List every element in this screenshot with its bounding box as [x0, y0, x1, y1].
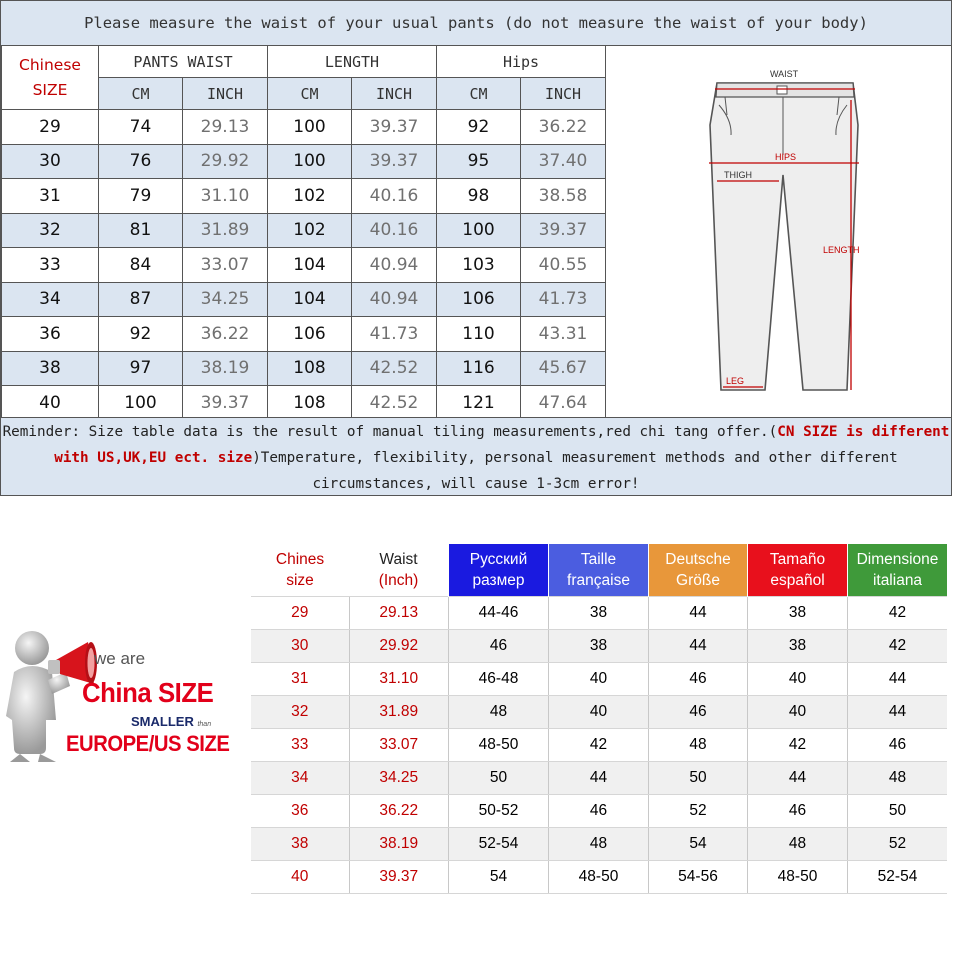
intl-header-2 [449, 544, 549, 597]
cm-cell: 79 [99, 179, 183, 214]
header-line1: Deutsche [665, 551, 731, 568]
inch-cell: 29.92 [183, 144, 268, 179]
intl-cell: 46 [848, 729, 948, 762]
cm-cell: 121 [437, 386, 521, 421]
size-cell: 34 [2, 282, 99, 317]
waist-label: WAIST [770, 69, 799, 79]
inch-cell: 31.89 [183, 213, 268, 248]
intl-cell: 48-50 [748, 861, 848, 894]
inch-cell: 38.58 [521, 179, 606, 214]
promo-smaller-word: SMALLER [131, 714, 194, 729]
cm-cell: 100 [437, 213, 521, 248]
intl-cell: 31.10 [349, 663, 449, 696]
size-row [2, 144, 606, 179]
inch-cell: 33.07 [183, 248, 268, 283]
intl-cell: 52-54 [848, 861, 948, 894]
intl-cell: 40 [549, 663, 649, 696]
promo-europe-us: EUROPE/US SIZE [66, 731, 230, 756]
size-cell: 36 [2, 317, 99, 352]
promo-smaller [131, 714, 211, 729]
intl-cell: 48 [748, 828, 848, 861]
international-size-table [251, 544, 947, 894]
intl-cell: 44 [649, 630, 748, 663]
inch-cell: 39.37 [183, 386, 268, 421]
intl-header-4 [649, 544, 748, 597]
header-line1: Русский [469, 551, 528, 568]
header-line1: Dimensione [856, 551, 939, 568]
intl-cell: 36.22 [349, 795, 449, 828]
sub-header: INCH [352, 78, 437, 110]
intl-cell: 30 [251, 630, 349, 663]
intl-cell: 44-46 [449, 597, 549, 630]
header-line2: size [286, 572, 314, 589]
intl-cell: 48 [449, 696, 549, 729]
size-table [1, 45, 606, 421]
size-row [2, 317, 606, 352]
intl-cell: 31 [251, 663, 349, 696]
intl-header-1 [349, 544, 449, 597]
header-line2: Größe [676, 572, 720, 589]
size-cell: 32 [2, 213, 99, 248]
intl-cell: 54 [449, 861, 549, 894]
group-header-waist: PANTS WAIST [99, 46, 268, 78]
intl-cell: 44 [549, 762, 649, 795]
intl-cell: 32 [251, 696, 349, 729]
size-row [2, 110, 606, 145]
inch-cell: 47.64 [521, 386, 606, 421]
intl-cell: 50-52 [449, 795, 549, 828]
intl-row [251, 795, 947, 828]
cm-cell: 108 [268, 351, 352, 386]
size-row [2, 179, 606, 214]
intl-cell: 40 [748, 663, 848, 696]
size-row [2, 213, 606, 248]
reminder-text [1, 417, 951, 495]
size-cell: 33 [2, 248, 99, 283]
intl-cell: 44 [748, 762, 848, 795]
inch-cell: 40.94 [352, 248, 437, 283]
intl-cell: 33.07 [349, 729, 449, 762]
intl-header-5 [748, 544, 848, 597]
intl-row [251, 696, 947, 729]
inch-cell: 31.10 [183, 179, 268, 214]
header-line2: italiana [872, 572, 923, 589]
header-line2: française [567, 572, 630, 589]
intl-cell: 46 [748, 795, 848, 828]
cm-cell: 92 [99, 317, 183, 352]
size-col-line1: Chinese [19, 55, 81, 74]
inch-cell: 36.22 [183, 317, 268, 352]
intl-cell: 48 [649, 729, 748, 762]
inch-cell: 45.67 [521, 351, 606, 386]
intl-cell: 40 [549, 696, 649, 729]
intl-cell: 48 [848, 762, 948, 795]
intl-cell: 42 [748, 729, 848, 762]
intl-cell: 33 [251, 729, 349, 762]
cm-cell: 108 [268, 386, 352, 421]
intl-cell: 42 [549, 729, 649, 762]
intl-cell: 52 [649, 795, 748, 828]
cm-cell: 97 [99, 351, 183, 386]
cm-cell: 103 [437, 248, 521, 283]
intl-cell: 50 [848, 795, 948, 828]
intl-row [251, 663, 947, 696]
cm-cell: 106 [268, 317, 352, 352]
reminder-pre: Reminder: Size table data is the result of manual tiling measurements,red chi tang offer.( [2, 424, 778, 440]
size-cell: 38 [2, 351, 99, 386]
inch-cell: 29.13 [183, 110, 268, 145]
inch-cell: 39.37 [352, 144, 437, 179]
intl-header-3 [549, 544, 649, 597]
cm-cell: 102 [268, 213, 352, 248]
intl-header-0 [251, 544, 349, 597]
size-cell: 30 [2, 144, 99, 179]
length-label: LENGTH [823, 245, 860, 255]
intl-cell: 44 [848, 696, 948, 729]
inch-cell: 40.16 [352, 213, 437, 248]
cm-cell: 100 [99, 386, 183, 421]
intl-cell: 42 [848, 597, 948, 630]
cm-cell: 100 [268, 144, 352, 179]
cm-cell: 74 [99, 110, 183, 145]
intl-cell: 42 [848, 630, 948, 663]
intl-cell: 38 [748, 630, 848, 663]
intl-cell: 50 [449, 762, 549, 795]
size-cell: 31 [2, 179, 99, 214]
size-col-header [2, 46, 99, 110]
china-size-promo [0, 620, 250, 770]
inch-cell: 38.19 [183, 351, 268, 386]
intl-cell: 46-48 [449, 663, 549, 696]
intl-cell: 39.37 [349, 861, 449, 894]
intl-cell: 34 [251, 762, 349, 795]
cm-cell: 98 [437, 179, 521, 214]
intl-row [251, 729, 947, 762]
cm-cell: 100 [268, 110, 352, 145]
inch-cell: 43.31 [521, 317, 606, 352]
intl-cell: 38.19 [349, 828, 449, 861]
cm-cell: 84 [99, 248, 183, 283]
intl-cell: 52-54 [449, 828, 549, 861]
cm-cell: 106 [437, 282, 521, 317]
intl-row [251, 630, 947, 663]
intl-cell: 52 [848, 828, 948, 861]
cm-cell: 92 [437, 110, 521, 145]
reminder-post: )Temperature, flexibility, personal measurement methods and other different circumstances, will cause 1-3cm error! [252, 450, 898, 492]
intl-cell: 38 [748, 597, 848, 630]
inch-cell: 39.37 [352, 110, 437, 145]
intl-cell: 48 [549, 828, 649, 861]
intl-row [251, 762, 947, 795]
size-row [2, 282, 606, 317]
intl-cell: 44 [848, 663, 948, 696]
header-line1: Taille [580, 551, 617, 568]
intl-header-6 [848, 544, 948, 597]
intl-cell: 29.13 [349, 597, 449, 630]
promo-china-word: China [82, 677, 152, 708]
size-cell: 29 [2, 110, 99, 145]
header-line2: размер [472, 572, 525, 589]
intl-cell: 34.25 [349, 762, 449, 795]
inch-cell: 34.25 [183, 282, 268, 317]
cm-cell: 102 [268, 179, 352, 214]
intl-cell: 38 [549, 630, 649, 663]
intl-cell: 40 [251, 861, 349, 894]
group-header-length: LENGTH [268, 46, 437, 78]
intl-cell: 29.92 [349, 630, 449, 663]
intl-cell: 48-50 [549, 861, 649, 894]
pants-measurement-diagram [607, 45, 951, 417]
cm-cell: 110 [437, 317, 521, 352]
intl-cell: 38 [251, 828, 349, 861]
header-line1: Tamaño [769, 551, 826, 568]
intl-cell: 46 [549, 795, 649, 828]
intl-cell: 48-50 [449, 729, 549, 762]
inch-cell: 36.22 [521, 110, 606, 145]
inch-cell: 42.52 [352, 386, 437, 421]
inch-cell: 41.73 [521, 282, 606, 317]
header-line1: Chines [275, 551, 325, 568]
cm-cell: 81 [99, 213, 183, 248]
header-line2: español [770, 572, 825, 589]
hips-label: HIPS [775, 152, 797, 162]
size-row [2, 248, 606, 283]
intl-cell: 40 [748, 696, 848, 729]
intl-cell: 44 [649, 597, 748, 630]
inch-cell: 37.40 [521, 144, 606, 179]
header-line2: (Inch) [378, 572, 419, 589]
sub-header: CM [437, 78, 521, 110]
intl-row [251, 597, 947, 630]
promo-china-size [82, 677, 213, 709]
intl-cell: 38 [549, 597, 649, 630]
promo-size-word: SIZE [157, 677, 214, 708]
sub-header: INCH [183, 78, 268, 110]
group-header-hips: Hips [437, 46, 606, 78]
inch-cell: 40.94 [352, 282, 437, 317]
intl-cell: 50 [649, 762, 748, 795]
intl-cell: 36 [251, 795, 349, 828]
inch-cell: 40.16 [352, 179, 437, 214]
intl-row [251, 861, 947, 894]
promo-we-are: we are [94, 649, 146, 668]
cm-cell: 95 [437, 144, 521, 179]
reminder-red: CN SIZE is different with US,UK,EU ect. size [54, 424, 950, 466]
sub-header: CM [99, 78, 183, 110]
size-row [2, 386, 606, 421]
cm-cell: 104 [268, 248, 352, 283]
cm-cell: 116 [437, 351, 521, 386]
cm-cell: 87 [99, 282, 183, 317]
inch-cell: 39.37 [521, 213, 606, 248]
size-row [2, 351, 606, 386]
intl-cell: 46 [449, 630, 549, 663]
intl-cell: 46 [649, 696, 748, 729]
intl-cell: 54 [649, 828, 748, 861]
thigh-label: THIGH [724, 170, 752, 180]
intl-cell: 54-56 [649, 861, 748, 894]
cm-cell: 76 [99, 144, 183, 179]
measure-instruction: Please measure the waist of your usual pants (do not measure the waist of your body) [1, 1, 951, 46]
header-line1: Waist [379, 551, 418, 568]
intl-cell: 31.89 [349, 696, 449, 729]
promo-than-word: than [197, 721, 212, 728]
size-cell: 40 [2, 386, 99, 421]
leg-label: LEG [726, 376, 745, 386]
intl-cell: 29 [251, 597, 349, 630]
pants-outline [710, 83, 858, 390]
size-col-line2: SIZE [32, 80, 68, 99]
inch-cell: 40.55 [521, 248, 606, 283]
intl-cell: 46 [649, 663, 748, 696]
inch-cell: 41.73 [352, 317, 437, 352]
cm-cell: 104 [268, 282, 352, 317]
intl-row [251, 828, 947, 861]
sub-header: CM [268, 78, 352, 110]
inch-cell: 42.52 [352, 351, 437, 386]
sub-header: INCH [521, 78, 606, 110]
